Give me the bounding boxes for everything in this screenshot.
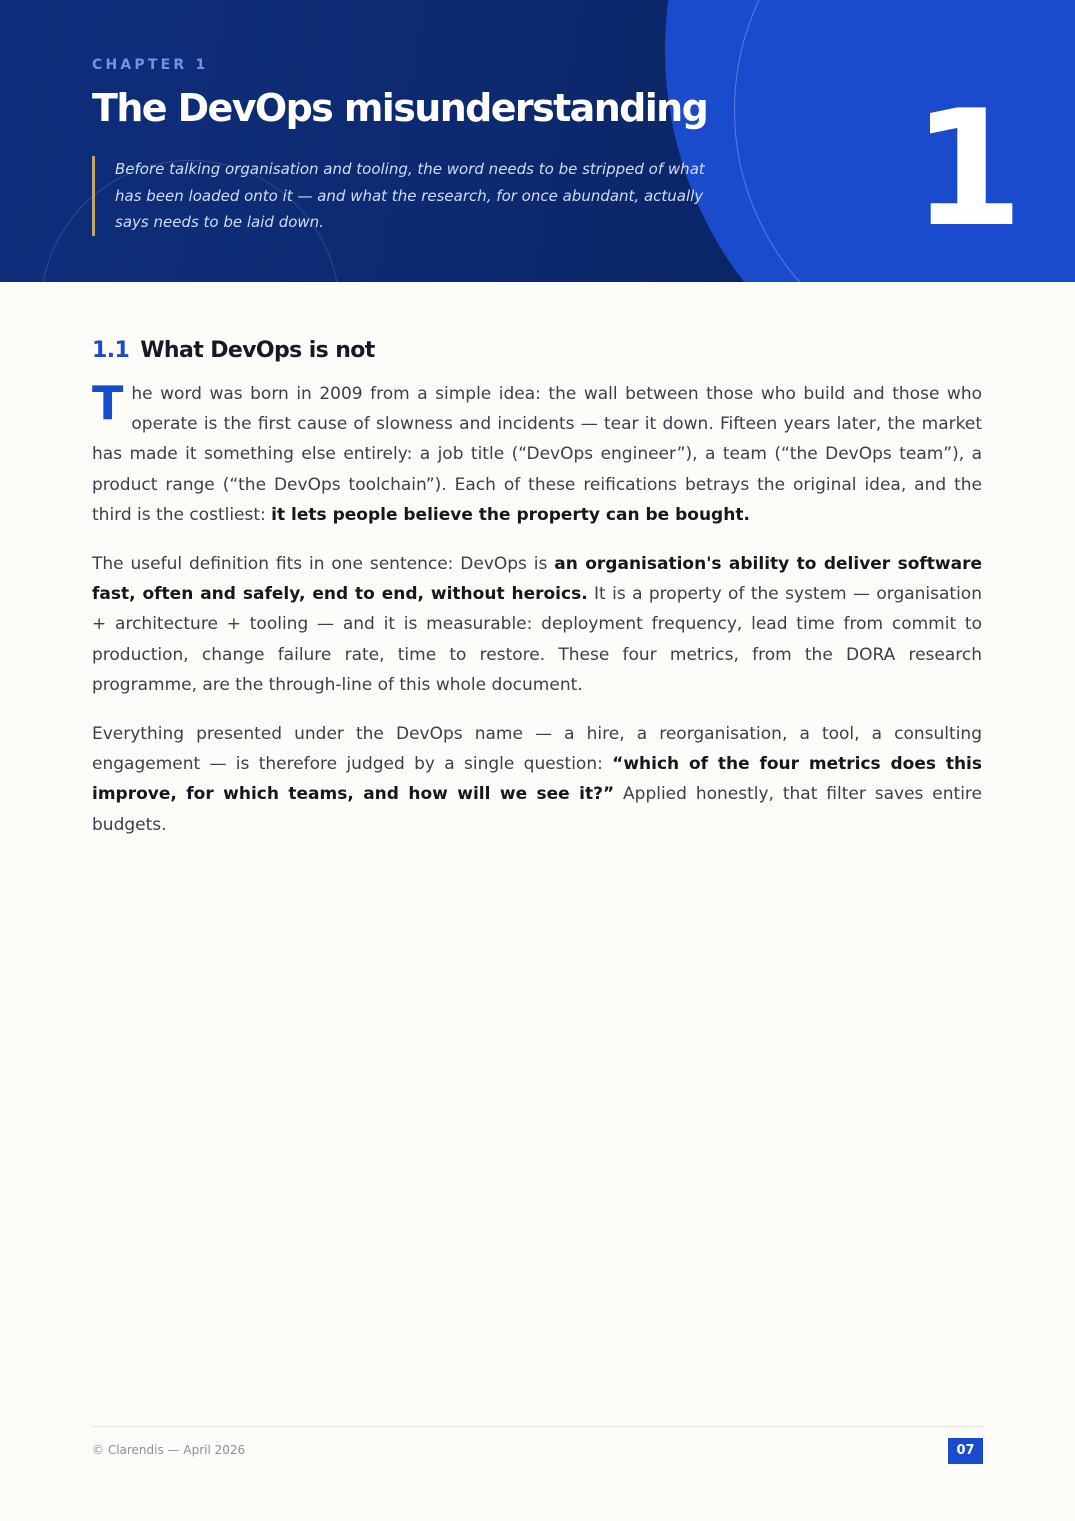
- paragraph-2-text-a: The useful definition fits in one sentence: DevOps is: [92, 554, 555, 575]
- paragraph-1-text: he word was born in 2009 from a simple idea: the wall between those who build and those who operate is the first cause of slowness and incidents — tear it down. Fifteen years later, the market has made it something else entirely: a job title (“DevOps engineer”), a team (“the DevOps team”), a product range (“the DevOps toolchain”). Each of these reifications betrays the original idea, and the third is the costliest:: [92, 384, 982, 525]
- main-content: [92, 338, 982, 859]
- section-title: What DevOps is not: [140, 338, 375, 363]
- section-heading: [92, 338, 982, 363]
- section-number: 1.1: [92, 338, 130, 363]
- paragraph-2-text-b: It is a property of the system — organisation + architecture + tooling — and it is measurable: deployment frequency, lead time from commit to production, change failure rate, time to restore. These four metrics, from the DORA research programme, are the through-line of this whole document.: [92, 584, 982, 695]
- paragraph-2: [92, 549, 982, 700]
- drop-cap: T: [92, 376, 124, 430]
- paragraph-3: [92, 719, 982, 840]
- footer-copyright: © Clarendis — April 2026: [92, 1443, 246, 1457]
- paragraph-3-bold: “which of the four metrics does this improve, for which teams, and how will we see it?”: [92, 754, 982, 805]
- chapter-kicker: CHAPTER 1: [92, 57, 209, 73]
- chapter-lede: Before talking organisation and tooling, the word needs to be stripped of what has been loaded onto it — and what the research, for once abundant, actually says needs to be laid down.: [92, 156, 732, 236]
- chapter-number: 1: [912, 75, 1024, 262]
- paragraph-1: [92, 376, 982, 530]
- decorative-ring-right: [734, 0, 1075, 282]
- chapter-header: [0, 0, 1075, 282]
- paragraph-3-text-b: Applied honestly, that filter saves entire budgets.: [92, 784, 982, 835]
- chapter-title: The DevOps misunderstanding: [92, 86, 708, 130]
- paragraph-2-bold: an organisation's ability to deliver software fast, often and safely, end to end, without heroics.: [92, 554, 983, 605]
- paragraph-1-bold: it lets people believe the property can be bought.: [271, 504, 750, 525]
- paragraph-3-text-a: Everything presented under the DevOps name — a hire, a reorganisation, a tool, a consulting engagement — is therefore judged by a single question:: [92, 724, 982, 775]
- footer-divider: [92, 1426, 983, 1427]
- page-number-badge: 07: [948, 1438, 983, 1464]
